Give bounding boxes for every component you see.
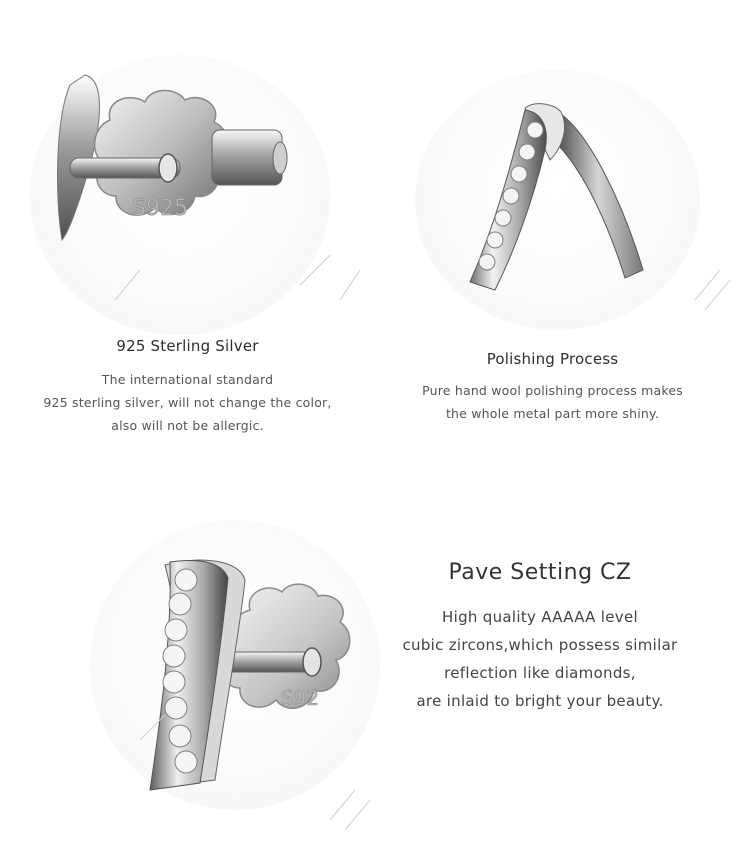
earring-back-stamp-image [0,0,375,330]
sterling-silver-caption [0,337,375,437]
sterling-silver-title: 925 Sterling Silver [116,337,259,355]
description-line: also will not be allergic. [111,418,264,433]
description-line: High quality AAAAA level [442,608,638,626]
pave-setting-title: Pave Setting CZ [448,560,632,585]
description-line: 925 sterling silver, will not change the color, [43,395,332,410]
polishing-title: Polishing Process [486,350,619,368]
pave-setting-description [375,603,705,715]
sterling-silver-description [0,368,375,437]
feature-pave-setting [0,500,750,857]
pave-setting-caption [375,560,705,715]
description-line: The international standard [101,372,274,387]
description-line: the whole metal part more shiny. [445,406,660,421]
s925-stamp-mark: S925 [132,196,188,221]
polishing-caption [375,350,730,425]
feature-sterling-silver [0,0,375,460]
earring-hoop-polish-image [375,0,750,330]
feature-polishing-process [375,0,750,460]
description-line: cubic zircons,which possess similar [402,636,678,654]
s92-stamp-mark: S92 [280,686,320,710]
description-line: reflection like diamonds, [444,664,636,682]
earring-pave-closeup-image [0,500,400,857]
description-line: Pure hand wool polishing process makes [422,383,683,398]
description-line: are inlaid to bright your beauty. [416,692,664,710]
polishing-description [375,379,730,425]
